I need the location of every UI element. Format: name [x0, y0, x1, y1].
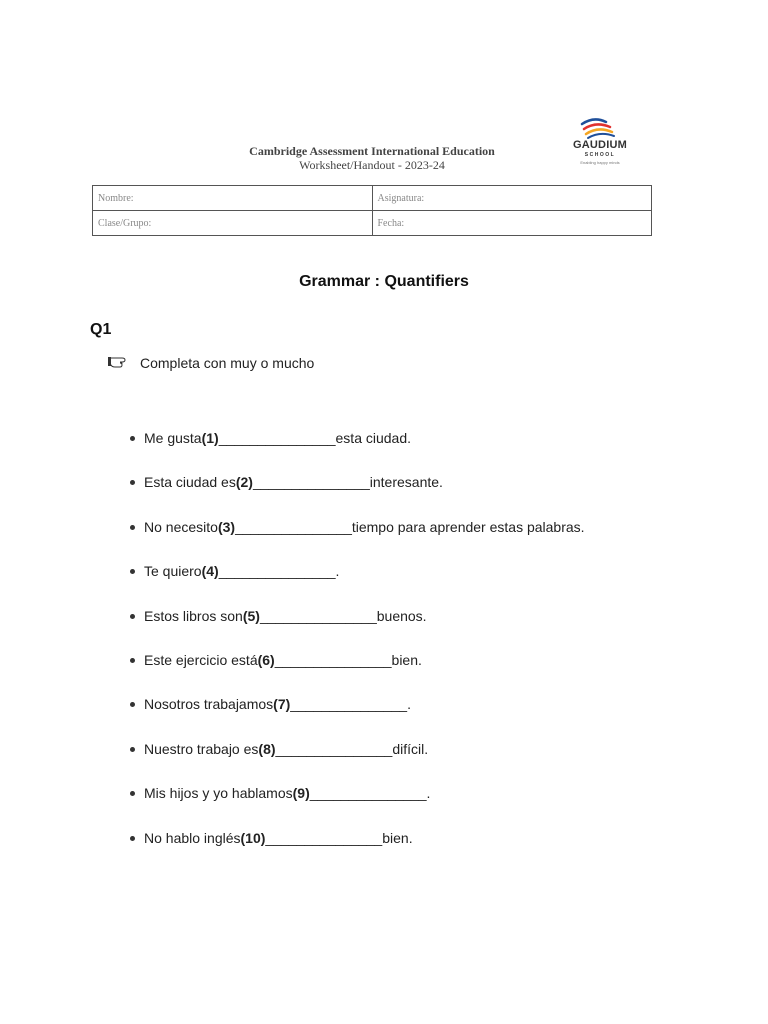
question-instruction [108, 354, 314, 371]
list-item [130, 738, 585, 782]
item-text-after: difícil. [392, 740, 429, 757]
item-number: (5) [242, 607, 260, 624]
answer-blank[interactable]: _______________ [252, 474, 370, 491]
item-text-after: interesante. [369, 474, 443, 491]
item-number: (1) [201, 430, 219, 446]
fecha-field[interactable]: Fecha: [372, 211, 652, 236]
clase-grupo-field[interactable]: Clase/Grupo: [93, 211, 373, 236]
logo-tagline: Enabling happy minds [580, 160, 620, 165]
bullet-icon [130, 747, 135, 752]
answer-blank[interactable]: _______________ [218, 430, 336, 446]
answer-blank[interactable]: _______________ [259, 607, 377, 624]
table-row [93, 186, 652, 211]
item-text-before: Esta ciudad es [144, 474, 236, 491]
exercise-list [130, 427, 585, 871]
item-text-before: No hablo inglés [144, 829, 241, 846]
bullet-icon [130, 480, 135, 485]
item-text-after: . [407, 696, 411, 713]
logo-stripes-icon [562, 116, 638, 140]
logo-subtitle: SCHOOL [584, 152, 616, 158]
list-item [130, 516, 585, 560]
bullet-icon [130, 658, 135, 663]
item-text-before: Nosotros trabajamos [144, 696, 274, 713]
instruction-text: Completa con muy o mucho [140, 354, 315, 371]
item-number: (7) [273, 696, 291, 713]
item-number: (8) [258, 740, 276, 757]
item-text-before: Te quiero [144, 563, 202, 580]
item-text-before: Me gusta [144, 430, 202, 446]
item-text-before: Este ejercicio está [144, 651, 258, 668]
item-text-after: . [426, 785, 431, 802]
item-number: (9) [292, 785, 310, 802]
item-text-after: buenos. [376, 607, 427, 624]
list-item [130, 649, 585, 693]
bullet-icon [130, 569, 135, 574]
item-text-after: . [335, 563, 340, 580]
item-text-after: tiempo para aprender estas palabras. [351, 518, 585, 535]
item-text-after: bien. [391, 651, 422, 668]
header-line-1: Cambridge Assessment International Education [249, 144, 495, 158]
item-number: (2) [235, 474, 253, 491]
item-number: (4) [201, 563, 219, 580]
worksheet-title: Grammar : Quantifiers [299, 273, 469, 290]
gaudium-school-logo [562, 116, 638, 172]
item-text-before: Estos libros son [144, 607, 243, 624]
list-item [130, 605, 585, 649]
item-text-after: esta ciudad. [335, 430, 412, 446]
answer-blank[interactable]: _______________ [274, 651, 392, 668]
header-line-2: Worksheet/Handout - 2023-24 [299, 158, 445, 172]
question-label: Q1 [90, 321, 112, 338]
logo-name: GAUDIUM [573, 139, 627, 151]
bullet-icon [130, 525, 135, 530]
table-row [93, 211, 652, 236]
student-info-table [92, 185, 652, 236]
answer-blank[interactable]: _______________ [218, 563, 336, 580]
asignatura-field[interactable]: Asignatura: [372, 186, 652, 211]
nombre-field[interactable]: Nombre: [93, 186, 373, 211]
item-number: (10) [240, 829, 266, 846]
list-item [130, 560, 585, 604]
pointing-hand-icon [108, 354, 132, 371]
bullet-icon [130, 791, 135, 796]
answer-blank[interactable]: _______________ [265, 829, 383, 846]
bullet-icon [130, 702, 135, 707]
list-item [130, 471, 585, 515]
item-text-before: Nuestro trabajo es [144, 740, 259, 757]
item-number: (6) [257, 651, 275, 668]
item-text-after: bien. [382, 829, 413, 846]
answer-blank[interactable]: _______________ [290, 696, 408, 713]
bullet-icon [130, 836, 135, 841]
bullet-icon [130, 614, 135, 619]
item-text-before: No necesito [144, 518, 218, 535]
list-item [130, 427, 585, 471]
list-item [130, 693, 585, 737]
answer-blank[interactable]: _______________ [309, 785, 427, 802]
answer-blank[interactable]: _______________ [275, 740, 393, 757]
list-item [130, 782, 585, 826]
bullet-icon [130, 436, 135, 441]
list-item [130, 827, 585, 871]
item-number: (3) [217, 518, 236, 535]
item-text-before: Mis hijos y yo hablamos [144, 785, 293, 802]
answer-blank[interactable]: _______________ [235, 518, 352, 535]
